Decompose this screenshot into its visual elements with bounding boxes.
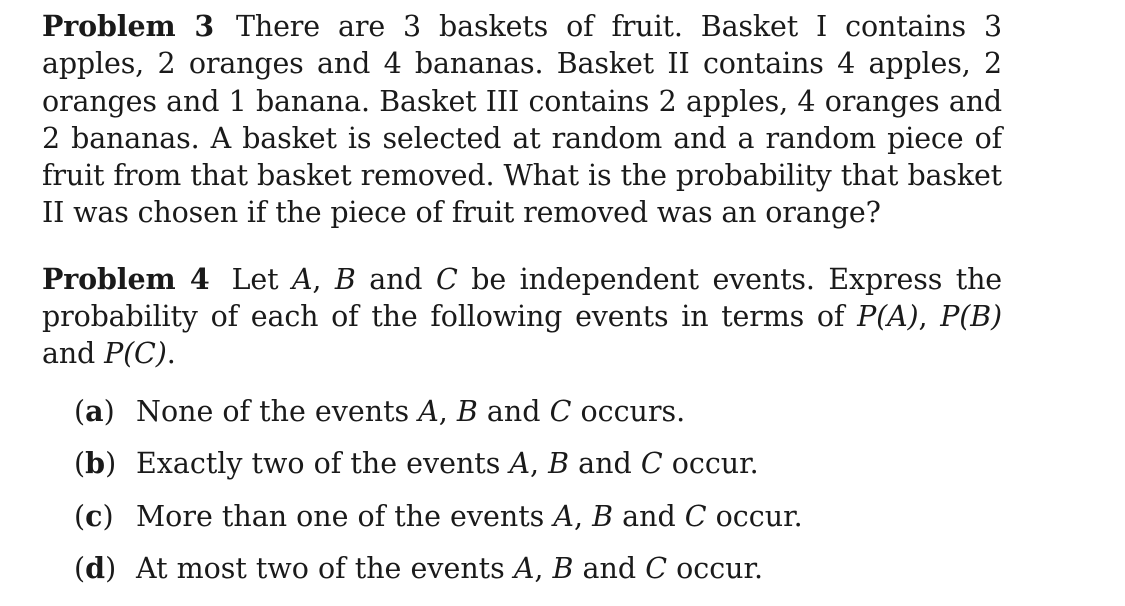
part-text: At most two of the events bbox=[136, 552, 514, 586]
part-label: (b) bbox=[74, 446, 117, 481]
problem-4-intro-text: and bbox=[42, 337, 105, 371]
problem-4-intro-text: and bbox=[355, 262, 436, 296]
event-b: B bbox=[548, 447, 570, 481]
prob-b: P(B) bbox=[940, 300, 1002, 334]
problem-4-parts-list bbox=[74, 391, 1002, 601]
list-item bbox=[74, 548, 1002, 601]
problem-3-text: There are 3 baskets of fruit. Basket I contains 3 apples, 2 oranges and 4 bananas. Basket II contains 4 apples, 2 oranges and 1 banana. Basket III contains 2 apples, 4 oranges and 2 bananas. A basket is selected at random and a random piece of fruit from that basket removed. What is the probability that basket II was chosen if the piece of fruit removed was an orange? bbox=[42, 10, 1002, 230]
list-item bbox=[74, 391, 1002, 444]
part-text: , bbox=[534, 552, 553, 586]
event-c: C bbox=[549, 394, 572, 428]
event-b: B bbox=[456, 394, 478, 428]
event-a: A bbox=[513, 552, 535, 586]
part-text: , bbox=[530, 447, 549, 481]
event-a: A bbox=[509, 447, 531, 481]
prob-a: P(A) bbox=[857, 300, 919, 334]
problem-4-label: Problem 4 bbox=[42, 261, 210, 296]
event-a: A bbox=[418, 394, 439, 428]
part-text: occurs. bbox=[571, 394, 686, 428]
part-text: More than one of the events bbox=[136, 499, 554, 533]
problem-4 bbox=[42, 261, 1002, 373]
part-label: (d) bbox=[74, 551, 117, 586]
event-b: B bbox=[592, 499, 614, 533]
problem-3-label: Problem 3 bbox=[42, 9, 215, 43]
part-text: None of the events bbox=[136, 394, 419, 428]
problem-3 bbox=[42, 8, 1002, 232]
event-b: B bbox=[552, 552, 574, 586]
problem-4-intro-text: , bbox=[918, 300, 941, 334]
event-c: C bbox=[435, 262, 458, 296]
part-text: occur. bbox=[667, 552, 764, 586]
prob-c: P(C) bbox=[104, 337, 167, 371]
part-text: , bbox=[573, 499, 593, 533]
part-text: and bbox=[573, 552, 646, 586]
part-text: occur. bbox=[706, 499, 803, 533]
event-b: B bbox=[334, 262, 356, 296]
part-text: , bbox=[438, 394, 457, 428]
list-item bbox=[74, 443, 1002, 496]
problem-4-intro-text: , bbox=[312, 262, 335, 296]
document-page bbox=[42, 8, 1002, 601]
part-text: and bbox=[613, 499, 685, 533]
problem-4-intro-text: Let bbox=[231, 262, 292, 296]
event-c: C bbox=[684, 499, 707, 533]
event-c: C bbox=[640, 447, 663, 481]
part-text: and bbox=[569, 447, 641, 481]
event-a: A bbox=[553, 499, 574, 533]
part-text: occur. bbox=[662, 447, 759, 481]
list-item bbox=[74, 496, 1002, 549]
event-c: C bbox=[645, 552, 668, 586]
problem-4-intro-text: . bbox=[166, 337, 176, 371]
part-label: (a) bbox=[74, 393, 115, 428]
event-a: A bbox=[291, 262, 313, 296]
part-text: Exactly two of the events bbox=[136, 447, 510, 481]
part-label: (c) bbox=[74, 498, 114, 533]
problem-4-intro-text: be independent events. Express the probability of each of the following events in terms of bbox=[42, 262, 1002, 334]
part-text: and bbox=[477, 394, 550, 428]
